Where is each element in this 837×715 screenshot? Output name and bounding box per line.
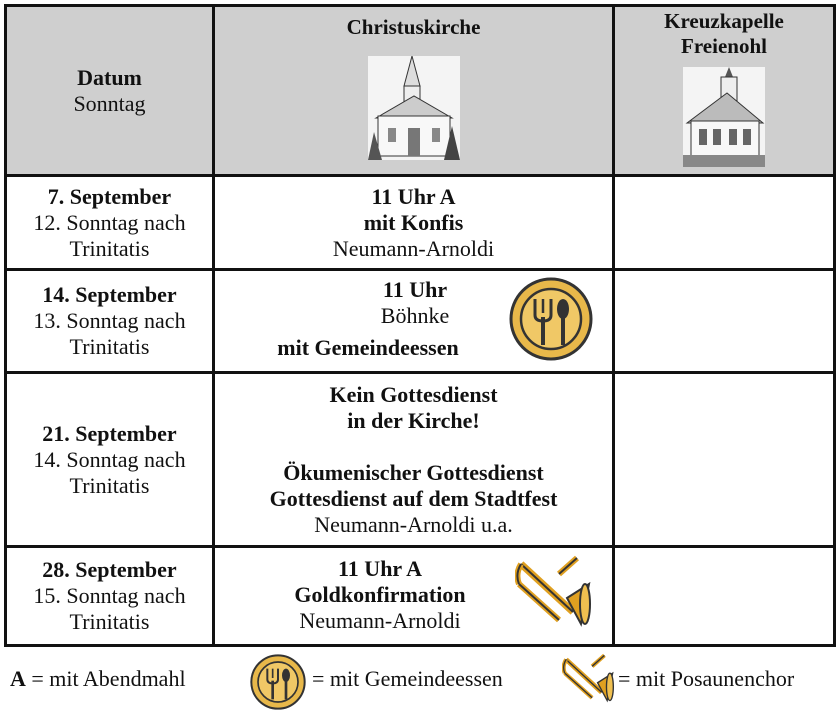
legend [0, 648, 837, 708]
table-row [6, 373, 835, 547]
kreuzkapelle-image [683, 67, 765, 167]
church1-title: Christuskirche [346, 15, 481, 39]
service-note: Goldkonfirmation [294, 582, 466, 607]
service-note: in der Kirche! [347, 407, 480, 433]
christuskirche-service-cell [214, 270, 614, 373]
date-column-header [6, 6, 214, 176]
service-pastor: Neumann-Arnoldi [299, 608, 461, 633]
service-time: 11 Uhr [382, 277, 448, 302]
sunday-name-line2: Trinitatis [69, 235, 150, 261]
table-row [6, 176, 835, 270]
service-pastor: Neumann-Arnoldi u.a. [314, 511, 513, 537]
sunday-date: 21. September [42, 420, 177, 446]
plate-cutlery-icon [509, 277, 593, 361]
legend-gemeindeessen-text: = mit Gemeindeessen [312, 666, 503, 691]
service-note: mit Konfis [363, 209, 464, 235]
header-row [6, 6, 835, 176]
legend-abendmahl-text: = mit Abendmahl [31, 666, 186, 691]
service-note: Ökumenischer Gottesdienst [283, 459, 544, 485]
service-note: Gottesdienst auf dem Stadtfest [269, 485, 558, 511]
kreuzkapelle-service-cell [614, 270, 835, 373]
church2-column-header [614, 6, 835, 176]
sunday-name-line2: Trinitatis [69, 472, 150, 498]
date-cell [6, 373, 214, 547]
sunday-name-line1: 12. Sonntag nach [33, 209, 186, 235]
legend-posaunenchor-text: = mit Posaunenchor [618, 666, 795, 691]
christuskirche-image [368, 56, 460, 160]
date-cell [6, 176, 214, 270]
christuskirche-service-cell [214, 373, 614, 547]
sunday-name-line1: 13. Sonntag nach [33, 308, 186, 333]
service-pastor: Neumann-Arnoldi [332, 235, 495, 261]
service-schedule-table [4, 4, 836, 647]
plate-cutlery-icon [250, 654, 306, 710]
christuskirche-service-cell [214, 547, 614, 646]
sunday-date: 28. September [42, 557, 177, 582]
service-note: mit Gemeindeessen [277, 335, 459, 360]
sunday-date: 14. September [42, 282, 177, 307]
date-column-subtitle: Sonntag [73, 90, 146, 116]
date-column-title: Datum [77, 64, 142, 90]
kreuzkapelle-service-cell [614, 176, 835, 270]
legend-a-symbol: A [10, 666, 26, 691]
trombone-icon [515, 554, 591, 634]
service-pastor: Böhnke [380, 303, 450, 328]
legend-abendmahl [10, 666, 186, 692]
sunday-name-line2: Trinitatis [69, 609, 150, 634]
church2-title-line2: Freienohl [681, 33, 767, 58]
date-cell [6, 547, 214, 646]
sunday-date: 7. September [47, 183, 172, 209]
christuskirche-service-cell [214, 176, 614, 270]
table-row [6, 270, 835, 373]
sunday-name-line1: 14. Sonntag nach [33, 446, 186, 472]
service-time: 11 Uhr A [371, 183, 456, 209]
kreuzkapelle-service-cell [614, 373, 835, 547]
service-note: Kein Gottesdienst [329, 381, 498, 407]
church1-column-header [214, 6, 614, 176]
church2-title-line1: Kreuzkapelle [664, 8, 784, 33]
trombone-icon [562, 652, 614, 708]
sunday-name-line1: 15. Sonntag nach [33, 583, 186, 608]
sunday-name-line2: Trinitatis [69, 334, 150, 359]
table-row [6, 547, 835, 646]
service-time: 11 Uhr A [338, 556, 422, 581]
kreuzkapelle-service-cell [614, 547, 835, 646]
